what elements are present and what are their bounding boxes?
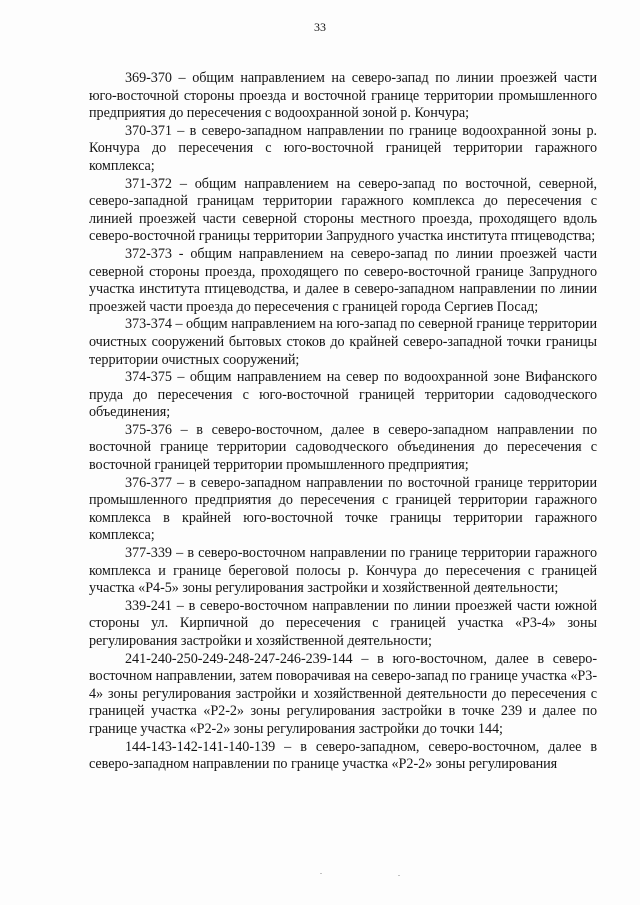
paragraph-375-376: 375-376 – в северо-восточном, далее в северо-западном направлении по восточной границе территории садоводческого объединения до пересечения с восточной границей территории промышленного предприятия; (89, 421, 597, 474)
paragraph-374-375: 374-375 – общим направлением на север по водоохранной зоне Вифанского пруда до пересечения с юго-восточной границей территории садоводческого объединения; (89, 369, 597, 421)
paragraph-339-241: 339-241 – в северо-восточном направлении по линии проезжей части южной стороны ул. Кирпичной до пересечения с границей участка «Р3-4» зоны регулирования застройки и хозяйственной деятельности; (89, 597, 597, 649)
document-body (89, 70, 597, 774)
paragraph-241-144: 241-240-250-249-248-247-246-239-144 – в юго-восточном, далее в северо-восточном направлении, затем поворачивая на северо-запад по границе участка «Р3-4» зоны регулирования застройки и хозяйственной деятельности до пересечения с границей участка «Р2-2» зоны регулирования застройки в точке 239 и далее по границе участка «Р2-2» зоны регулирования застройки до точки 144; (89, 650, 597, 737)
scan-speck (398, 875, 400, 876)
page-number: 33 (314, 20, 326, 34)
paragraph-377-339: 377-339 – в северо-восточном направлении по границе территории гаражного комплекса и границе береговой полосы р. Кончура до пересечения с границей участка «Р4-5» зоны регулирования застройки и хозяйственной деятельности; (89, 545, 597, 597)
paragraph-144-139: 144-143-142-141-140-139 – в северо-западном, северо-восточном, далее в северо-западном направлении по границе участка «Р2-2» зоны регулирования (89, 738, 597, 773)
scan-speck (320, 873, 322, 874)
paragraph-370-371: 370-371 – в северо-западном направлении по границе водоохранной зоны р. Кончура до пересечения с юго-восточной границей территории гаражного комплекса; (89, 122, 597, 174)
paragraph-373-374: 373-374 – общим направлением на юго-запад по северной границе территории очистных сооружений бытовых стоков до крайней северо-западной точки границы территории очистных сооружений; (89, 316, 597, 368)
paragraph-376-377: 376-377 – в северо-западном направлении по восточной границе территории промышленного предприятия до пересечения с границей территории гаражного комплекса в крайней юго-восточной точке границы территории гаражного комплекса; (89, 474, 597, 544)
paragraph-371-372: 371-372 – общим направлением на северо-запад по восточной, северной, северо-западной границам территории гаражного комплекса до пересечения с линией проезжей части северной стороны местного проезда, проходящего вдоль северо-восточной границы территории Запрудного участка института птицеводства; (89, 175, 597, 245)
paragraph-369-370: 369-370 – общим направлением на северо-запад по линии проезжей части юго-восточной стороны проезда и восточной границе территории промышленного предприятия до пересечения с водоохранной зоной р. Кончура; (89, 70, 597, 122)
paragraph-372-373: 372-373 - общим направлением на северо-запад по линии проезжей части северной стороны проезда, проходящего по северо-восточной границе Запрудного участка института птицеводства, и далее в северо-западном направлении по линии проезжей части проезда до пересечения с границей города Сергиев Посад; (89, 245, 597, 315)
